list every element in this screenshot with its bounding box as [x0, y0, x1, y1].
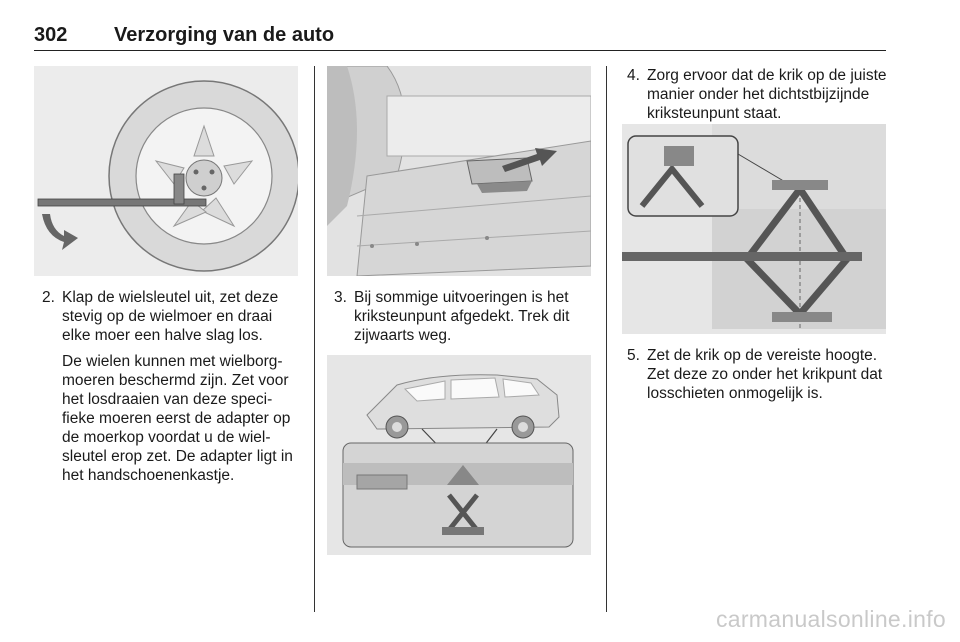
- step-number: 5.: [627, 347, 640, 364]
- step-2: [42, 288, 304, 492]
- step-3: [334, 288, 596, 352]
- page-number: 302: [34, 24, 68, 46]
- step-number: 3.: [334, 289, 347, 306]
- step-number: 4.: [627, 67, 640, 84]
- scissor-jack-illustration: [622, 124, 886, 334]
- step-text: Zorg ervoor dat de krik op de juiste manier onder het dichtstbijzijnde kriksteunpunt staat.: [647, 67, 887, 122]
- watermark: carmanualsonline.info: [715, 606, 946, 632]
- step-4: [627, 66, 889, 130]
- page-header: [34, 20, 886, 51]
- step-text: Zet de krik op de vereiste hoogte. Zet deze zo onder het krikpunt dat losschieten onmogelijk is.: [647, 347, 883, 402]
- step-text: Bij sommige uitvoeringen is het kriksteunpunt afgedekt. Trek dit zijwaarts weg.: [354, 289, 570, 344]
- column-divider-left: [314, 66, 315, 612]
- column-divider-right: [606, 66, 607, 612]
- car-jack-points-illustration: [327, 355, 591, 555]
- step-5: [627, 346, 889, 410]
- jack-point-cover-illustration: [327, 66, 591, 276]
- step-text: Klap de wielsleutel uit, zet deze stevig op de wielmoer en draai elke moer een halve slag los.: [62, 289, 279, 344]
- step-text: De wielen kunnen met wielborg-moeren beschermd zijn. Zet voor het losdraaien van deze speci-fieke moeren eerst de adapter op de moerkop voordat u de wiel-sleutel erop zet. De adapter ligt in het handschoenenkastje.: [62, 353, 293, 484]
- wheel-wrench-illustration: [34, 66, 298, 276]
- step-number: 2.: [42, 289, 55, 306]
- chapter-title: Verzorging van de auto: [114, 24, 335, 46]
